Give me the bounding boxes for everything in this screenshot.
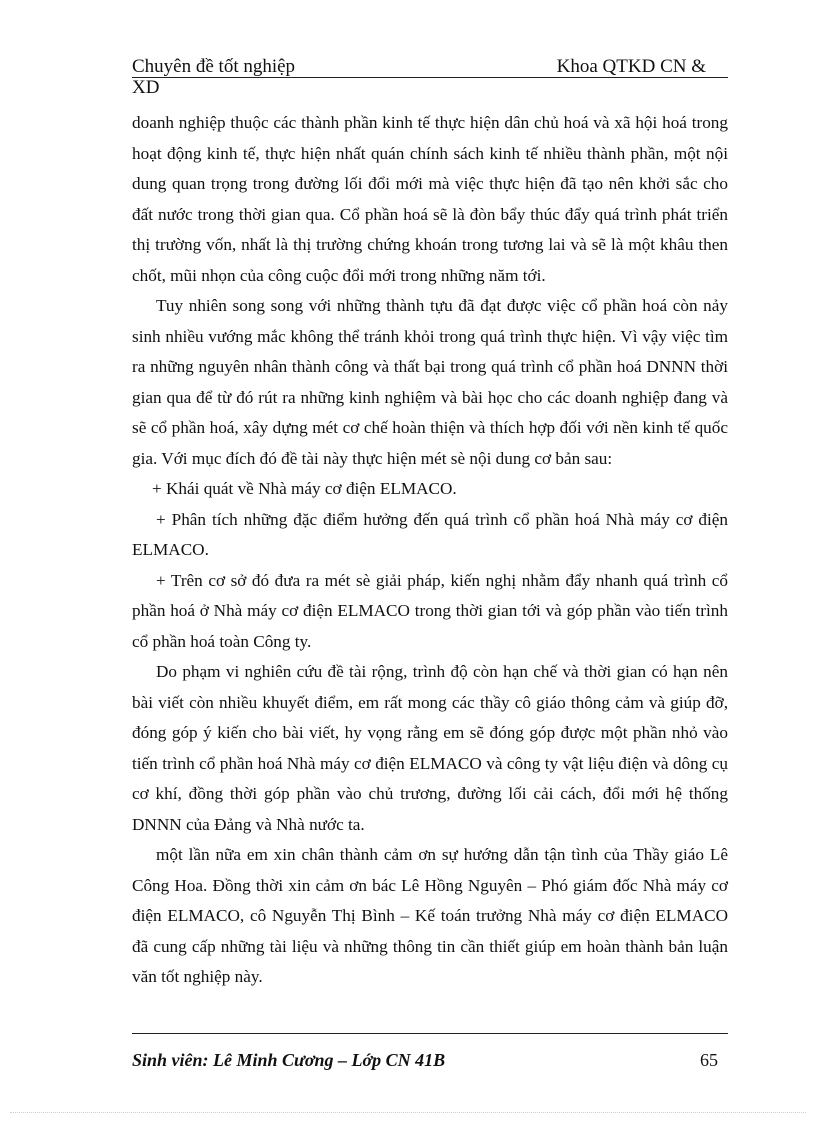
footer-author: Sinh viên: Lê Minh Cương – Lớp CN 41B bbox=[132, 1050, 446, 1070]
page-number: 65 bbox=[700, 1050, 718, 1070]
paragraph-2: Tuy nhiên song song với những thành tựu đã đạt được việc cổ phần hoá còn nảy sinh nhiều vướng mắc không thể tránh khỏi trong quá trình thực hiện. Vì vậy việc tìm ra những nguyên nhân thành công và thất bại trong quá trình cổ phần hoá DNNN thời gian qua để từ đó rút ra những kinh nghiệm và bài học cho các doanh nghiệp đang và sẽ cổ phần hoá, xây dựng mét cơ chế hoàn thiện và thích hợp đối với nền kinh tế quốc gia. Với mục đích đó đề tài này thực hiện mét sè nội dung cơ bản sau: bbox=[132, 296, 728, 468]
header-thesis-title: Chuyên đề tốt nghiệp bbox=[132, 56, 296, 77]
bullet-item-1: + Khái quát về Nhà máy cơ điện ELMACO. bbox=[152, 479, 457, 498]
paragraph-1: doanh nghiệp thuộc các thành phần kinh tế thực hiện dân chủ hoá và xã hội hoá trong hoạt động kinh tế, thực hiện nhất quán chính sách kinh tế nhiều thành phần, một nội dung quan trọng trong đường lối đổi mới mà việc thực hiện đã tạo nên khởi sắc cho đất nước trong thời gian qua. Cổ phần hoá sẽ là đòn bẩy thúc đẩy quá trình phát triển thị trường vốn, nhất là thị trường chứng khoán trong tương lai và sẽ là một khâu then chốt, mũi nhọn của công cuộc đổi mới trong những năm tới. bbox=[132, 113, 728, 285]
bullet-item-2: + Phân tích những đặc điểm hưởng đến quá trình cổ phần hoá Nhà máy cơ điện ELMACO. bbox=[132, 509, 728, 559]
page-header bbox=[132, 54, 728, 100]
header-faculty-continued: XD bbox=[132, 77, 160, 98]
body-text bbox=[132, 108, 728, 993]
paragraph-3: Do phạm vi nghiên cứu đề tài rộng, trình độ còn hạn chế và thời gian có hạn nên bài viết còn nhiều khuyết điểm, em rất mong các thầy cô giáo thông cảm và giúp đỡ, đóng góp ý kiến cho bài viết, hy vọng rằng em sẽ đóng góp được một phần nhỏ vào tiến trình cổ phần hoá Nhà máy cơ điện ELMACO và công ty vật liệu điện và dông cụ cơ khí, đồng thời góp phần vào chủ trương, đường lối cải cách, đổi mới hệ thống DNNN của Đảng và Nhà nước ta. bbox=[132, 662, 728, 834]
page-bottom-border bbox=[10, 1112, 806, 1113]
header-divider bbox=[132, 77, 728, 78]
bullet-item-3: + Trên cơ sở đó đưa ra mét sè giải pháp, kiến nghị nhằm đẩy nhanh quá trình cổ phần hoá ở Nhà máy cơ điện ELMACO trong thời gian tới và góp phần vào tiến trình cổ phần hoá toàn Công ty. bbox=[132, 570, 728, 651]
footer-divider bbox=[132, 1033, 728, 1034]
header-faculty: Khoa QTKD CN & bbox=[556, 56, 706, 77]
paragraph-4: một lần nữa em xin chân thành cảm ơn sự hướng dẫn tận tình của Thầy giáo Lê Công Hoa. Đồng thời xin cảm ơn bác Lê Hồng Nguyên – Phó giám đốc Nhà máy cơ điện ELMACO, cô Nguyễn Thị Bình – Kế toán trưởng Nhà máy cơ điện ELMACO đã cung cấp những tài liệu và những thông tin cần thiết giúp em hoàn thành bản luận văn tốt nghiệp này. bbox=[132, 845, 728, 986]
